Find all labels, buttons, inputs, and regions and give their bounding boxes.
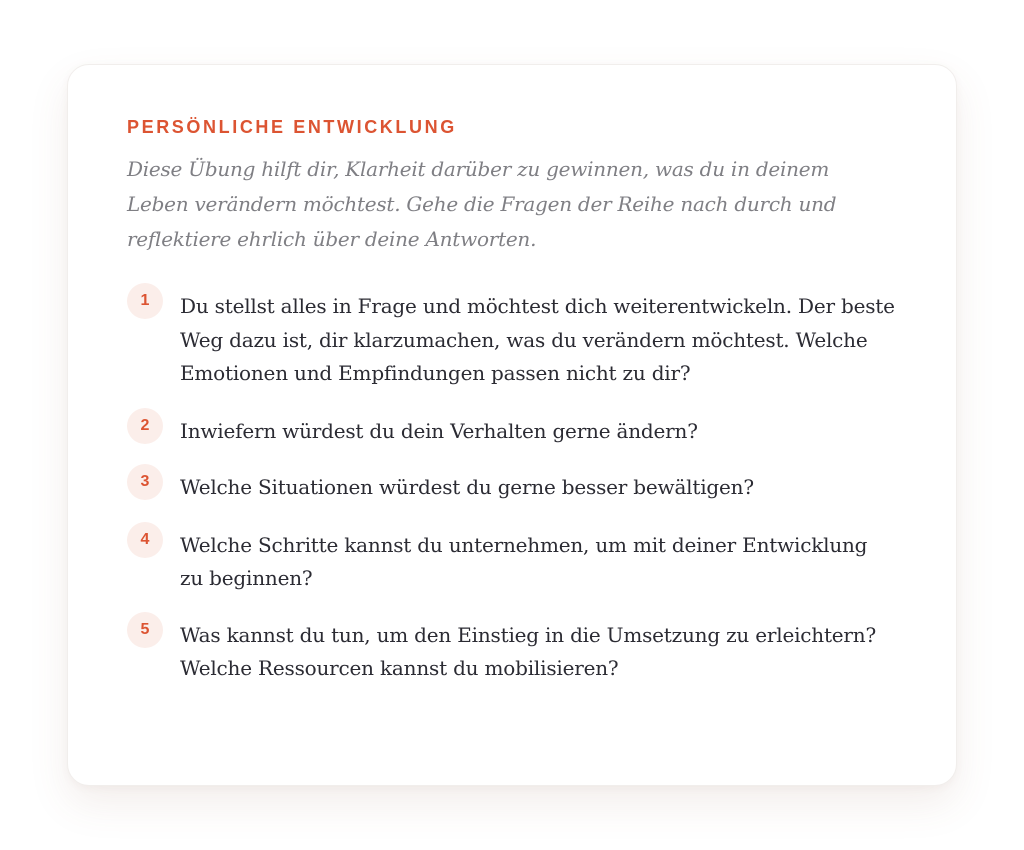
question-text: Was kannst du tun, um den Einstieg in die Umsetzung zu erleichtern? Welche Ressourcen kannst du mobilisieren?	[180, 622, 876, 680]
question-number-badge: 4	[127, 522, 163, 558]
question-item	[127, 529, 896, 596]
question-number-badge: 3	[127, 464, 163, 500]
question-number-badge: 2	[127, 408, 163, 444]
section-eyebrow: PERSÖNLICHE ENTWICKLUNG	[127, 117, 457, 137]
question-list	[127, 290, 896, 686]
question-text: Welche Schritte kannst du unternehmen, um mit deiner Entwicklung zu beginnen?	[180, 532, 868, 590]
question-text: Du stellst alles in Frage und möchtest dich weiterentwickeln. Der beste Weg dazu ist, dir klarzumachen, was du verändern möchtest. Welche Emotionen und Empfindungen passen nicht zu dir?	[180, 294, 895, 385]
intro-text: Diese Übung hilft dir, Klarheit darüber zu gewinnen, was du in deinem Leben verändern möchtest. Gehe die Fragen der Reihe nach durch und reflektiere ehrlich über deine Antworten.	[127, 157, 837, 251]
question-text: Welche Situationen würdest du gerne besser bewältigen?	[180, 475, 754, 499]
question-text: Inwiefern würdest du dein Verhalten gerne ändern?	[180, 418, 698, 443]
question-number-badge: 1	[127, 283, 163, 319]
question-number-badge: 5	[127, 612, 163, 648]
exercise-card	[67, 64, 957, 786]
question-item	[127, 290, 896, 391]
question-item	[127, 415, 896, 449]
question-item	[127, 619, 896, 686]
question-item	[127, 471, 896, 505]
